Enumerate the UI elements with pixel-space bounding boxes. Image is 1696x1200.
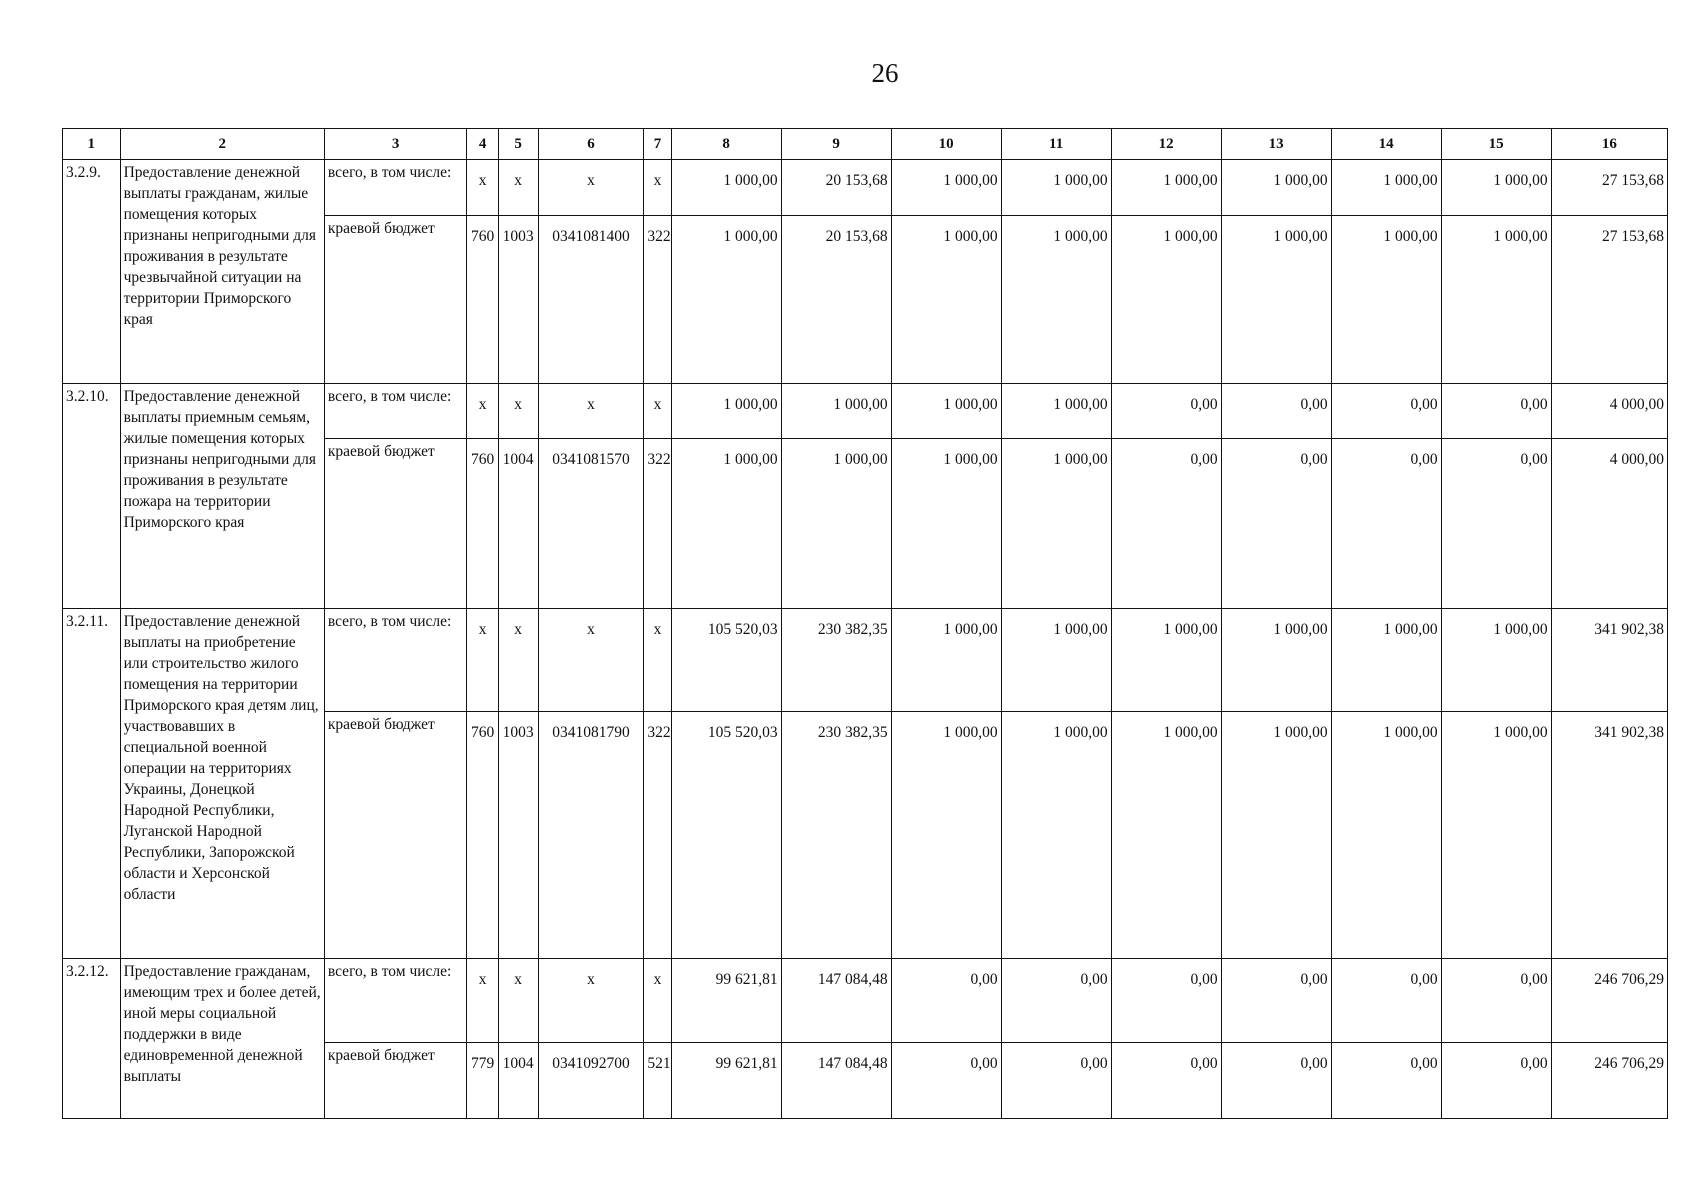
value-cell: 1 000,00 <box>1331 712 1441 959</box>
value-cell: 1 000,00 <box>671 216 781 384</box>
cell-c5: 1004 <box>498 439 538 609</box>
funding-source: краевой бюджет <box>324 216 466 384</box>
value-cell: 0,00 <box>1111 439 1221 609</box>
value-cell: 1 000,00 <box>1331 216 1441 384</box>
funding-source: краевой бюджет <box>324 712 466 959</box>
cell-c4: х <box>467 384 498 439</box>
value-cell: 341 902,38 <box>1551 712 1667 959</box>
value-cell: 0,00 <box>891 1043 1001 1119</box>
column-header: 15 <box>1441 129 1551 160</box>
cell-c7: х <box>644 384 671 439</box>
value-cell: 1 000,00 <box>1221 609 1331 712</box>
value-cell: 1 000,00 <box>1111 609 1221 712</box>
value-cell: 0,00 <box>891 959 1001 1043</box>
cell-c5: х <box>498 384 538 439</box>
cell-c6: 0341081570 <box>538 439 644 609</box>
value-cell: 27 153,68 <box>1551 160 1667 216</box>
value-cell: 0,00 <box>1221 439 1331 609</box>
value-cell: 20 153,68 <box>781 160 891 216</box>
value-cell: 1 000,00 <box>891 216 1001 384</box>
value-cell: 0,00 <box>1441 439 1551 609</box>
column-header: 4 <box>467 129 498 160</box>
value-cell: 27 153,68 <box>1551 216 1667 384</box>
cell-c7: 322 <box>644 439 671 609</box>
cell-c7: х <box>644 160 671 216</box>
row-index: 3.2.9. <box>63 160 121 384</box>
value-cell: 0,00 <box>1221 1043 1331 1119</box>
cell-c7: 322 <box>644 216 671 384</box>
value-cell: 1 000,00 <box>671 439 781 609</box>
cell-c5: 1003 <box>498 216 538 384</box>
value-cell: 0,00 <box>1111 959 1221 1043</box>
table-row <box>63 384 1668 439</box>
cell-c6: х <box>538 959 644 1043</box>
column-header: 14 <box>1331 129 1441 160</box>
value-cell: 0,00 <box>1441 1043 1551 1119</box>
cell-c7: х <box>644 609 671 712</box>
budget-table <box>62 128 1668 1119</box>
value-cell: 20 153,68 <box>781 216 891 384</box>
column-header: 10 <box>891 129 1001 160</box>
column-header: 8 <box>671 129 781 160</box>
value-cell: 1 000,00 <box>671 160 781 216</box>
value-cell: 0,00 <box>1441 384 1551 439</box>
value-cell: 0,00 <box>1001 1043 1111 1119</box>
value-cell: 1 000,00 <box>1001 160 1111 216</box>
value-cell: 0,00 <box>1221 384 1331 439</box>
column-header: 13 <box>1221 129 1331 160</box>
row-index: 3.2.11. <box>63 609 121 959</box>
funding-source: всего, в том числе: <box>324 384 466 439</box>
value-cell: 1 000,00 <box>1111 712 1221 959</box>
value-cell: 1 000,00 <box>891 384 1001 439</box>
value-cell: 4 000,00 <box>1551 439 1667 609</box>
value-cell: 1 000,00 <box>1441 160 1551 216</box>
value-cell: 0,00 <box>1441 959 1551 1043</box>
funding-source: краевой бюджет <box>324 1043 466 1119</box>
value-cell: 0,00 <box>1001 959 1111 1043</box>
value-cell: 1 000,00 <box>1001 712 1111 959</box>
cell-c4: 760 <box>467 439 498 609</box>
column-header: 6 <box>538 129 644 160</box>
cell-c5: 1003 <box>498 712 538 959</box>
column-header: 2 <box>120 129 324 160</box>
value-cell: 0,00 <box>1111 1043 1221 1119</box>
value-cell: 246 706,29 <box>1551 1043 1667 1119</box>
row-description: Предоставление денежной выплаты приемным семьям, жилые помещения которых признаны непригодными для проживания в результате пожара на территории Приморского края <box>120 384 324 609</box>
value-cell: 1 000,00 <box>891 609 1001 712</box>
value-cell: 1 000,00 <box>891 712 1001 959</box>
value-cell: 147 084,48 <box>781 1043 891 1119</box>
value-cell: 1 000,00 <box>891 160 1001 216</box>
value-cell: 4 000,00 <box>1551 384 1667 439</box>
value-cell: 1 000,00 <box>781 384 891 439</box>
cell-c4: х <box>467 959 498 1043</box>
cell-c4: 760 <box>467 712 498 959</box>
row-description: Предоставление гражданам, имеющим трех и более детей, иной меры социальной поддержки в виде единовременной денежной выплаты <box>120 959 324 1119</box>
value-cell: 0,00 <box>1221 959 1331 1043</box>
cell-c4: 760 <box>467 216 498 384</box>
value-cell: 1 000,00 <box>1221 160 1331 216</box>
cell-c7: 322 <box>644 712 671 959</box>
cell-c4: 779 <box>467 1043 498 1119</box>
value-cell: 1 000,00 <box>1331 160 1441 216</box>
cell-c4: х <box>467 160 498 216</box>
value-cell: 230 382,35 <box>781 712 891 959</box>
cell-c7: х <box>644 959 671 1043</box>
column-header: 3 <box>324 129 466 160</box>
value-cell: 1 000,00 <box>1001 384 1111 439</box>
row-description: Предоставление денежной выплаты на приобретение или строительство жилого помещения на территории Приморского края детям лиц, участвовавших в специальной военной операции на территориях Украины, Донецкой Народной Республики, Луганской Народной Республики, Запорожской области и Херсонской области <box>120 609 324 959</box>
value-cell: 1 000,00 <box>1001 216 1111 384</box>
value-cell: 1 000,00 <box>1331 609 1441 712</box>
value-cell: 99 621,81 <box>671 1043 781 1119</box>
column-header: 7 <box>644 129 671 160</box>
funding-source: всего, в том числе: <box>324 160 466 216</box>
column-header: 16 <box>1551 129 1667 160</box>
cell-c5: х <box>498 609 538 712</box>
cell-c6: 0341092700 <box>538 1043 644 1119</box>
header-row <box>63 129 1668 160</box>
cell-c6: 0341081790 <box>538 712 644 959</box>
value-cell: 1 000,00 <box>781 439 891 609</box>
row-index: 3.2.12. <box>63 959 121 1119</box>
row-description: Предоставление денежной выплаты гражданам, жилые помещения которых признаны непригодными для проживания в результате чрезвычайной ситуации на территории Приморского края <box>120 160 324 384</box>
column-header: 9 <box>781 129 891 160</box>
value-cell: 1 000,00 <box>1221 712 1331 959</box>
value-cell: 230 382,35 <box>781 609 891 712</box>
value-cell: 105 520,03 <box>671 712 781 959</box>
value-cell: 147 084,48 <box>781 959 891 1043</box>
cell-c6: х <box>538 609 644 712</box>
value-cell: 1 000,00 <box>1001 439 1111 609</box>
value-cell: 1 000,00 <box>1441 609 1551 712</box>
value-cell: 1 000,00 <box>1441 712 1551 959</box>
cell-c6: х <box>538 384 644 439</box>
table-row <box>63 959 1668 1043</box>
column-header: 11 <box>1001 129 1111 160</box>
value-cell: 0,00 <box>1331 439 1441 609</box>
value-cell: 0,00 <box>1331 384 1441 439</box>
cell-c5: х <box>498 160 538 216</box>
cell-c6: 0341081400 <box>538 216 644 384</box>
cell-c6: х <box>538 160 644 216</box>
value-cell: 341 902,38 <box>1551 609 1667 712</box>
value-cell: 1 000,00 <box>891 439 1001 609</box>
column-header: 1 <box>63 129 121 160</box>
value-cell: 0,00 <box>1111 384 1221 439</box>
page-number: 26 <box>871 58 899 88</box>
table-row <box>63 609 1668 712</box>
table-row <box>63 160 1668 216</box>
value-cell: 1 000,00 <box>1221 216 1331 384</box>
cell-c4: х <box>467 609 498 712</box>
value-cell: 1 000,00 <box>1111 216 1221 384</box>
value-cell: 246 706,29 <box>1551 959 1667 1043</box>
row-index: 3.2.10. <box>63 384 121 609</box>
column-header: 12 <box>1111 129 1221 160</box>
value-cell: 0,00 <box>1331 1043 1441 1119</box>
value-cell: 1 000,00 <box>1441 216 1551 384</box>
cell-c5: х <box>498 959 538 1043</box>
column-header: 5 <box>498 129 538 160</box>
cell-c7: 521 <box>644 1043 671 1119</box>
value-cell: 99 621,81 <box>671 959 781 1043</box>
funding-source: всего, в том числе: <box>324 609 466 712</box>
value-cell: 1 000,00 <box>671 384 781 439</box>
cell-c5: 1004 <box>498 1043 538 1119</box>
value-cell: 1 000,00 <box>1111 160 1221 216</box>
value-cell: 1 000,00 <box>1001 609 1111 712</box>
value-cell: 0,00 <box>1331 959 1441 1043</box>
funding-source: краевой бюджет <box>324 439 466 609</box>
funding-source: всего, в том числе: <box>324 959 466 1043</box>
value-cell: 105 520,03 <box>671 609 781 712</box>
